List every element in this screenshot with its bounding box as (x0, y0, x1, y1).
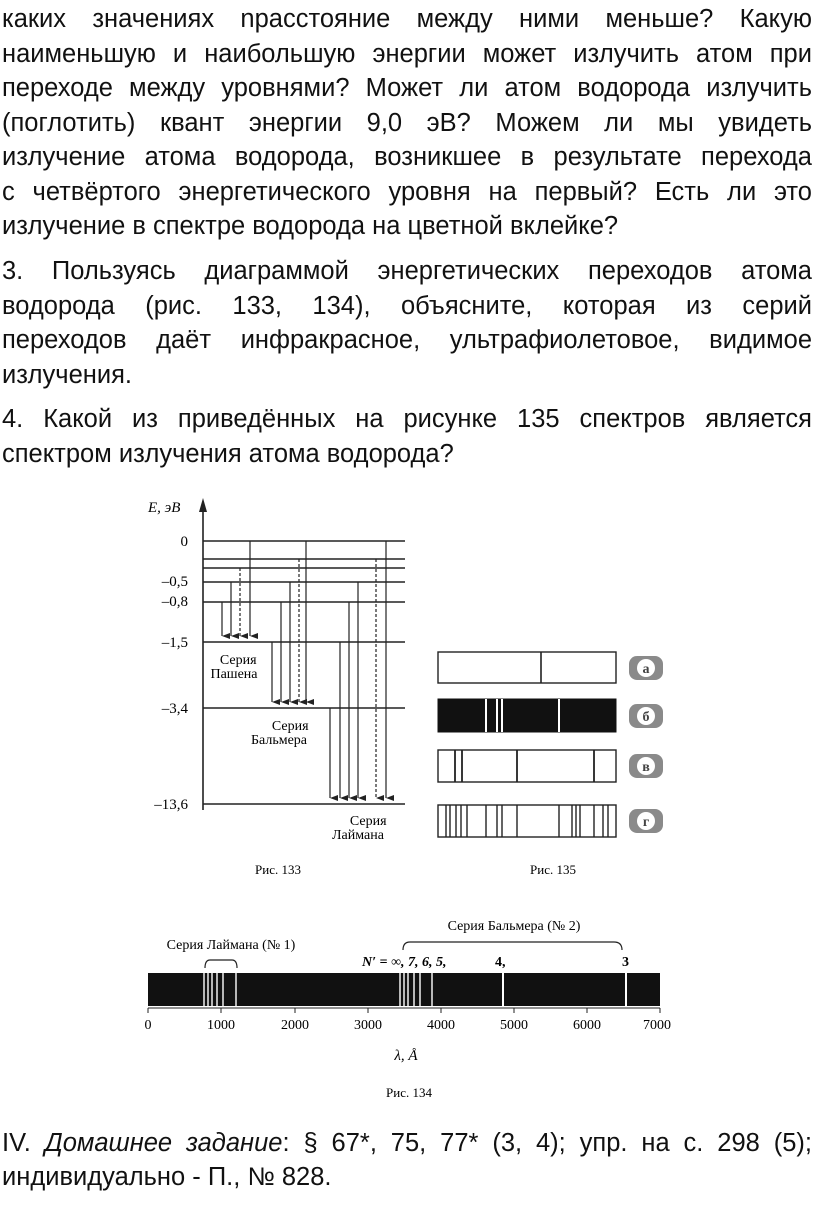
level-label-08: –0,8 (161, 594, 188, 610)
lyman-series-label: Серия Лаймана (№ 1) (166, 938, 296, 953)
svg-text:а: а (642, 662, 650, 677)
text-line: переходе между уровнями? Может ли атом водорода излучить (2, 74, 812, 102)
fig134-caption: Рис. 134 (386, 1085, 432, 1100)
n4-label: 4, (495, 955, 506, 970)
level-label-05: –0,5 (161, 574, 188, 590)
balmer-series-label: Серия Бальмера (№ 2) (447, 919, 581, 934)
tick-label: 1000 (207, 1018, 235, 1033)
paragraph-question-4 (2, 402, 812, 471)
axis-arrow-icon (199, 498, 207, 512)
homework-assignments: : § 67*, 75, 77* (3, 4); упр. на с. 298 (5); (282, 1129, 812, 1157)
text-line: водорода (рис. 133, 134), объясните, которая из серий (2, 291, 812, 320)
text-line: с четвёртого энергетического уровня на первый? Есть ли это (2, 177, 812, 206)
homework-line-2: индивидуально - П., № 828. (2, 1163, 332, 1191)
text-line: излучение атома водорода, возникшее в результате перехода (2, 143, 812, 171)
tick-label: 3000 (354, 1018, 382, 1033)
lyman-label: Серия Лаймана (332, 814, 387, 843)
hydrogen-spectrum-figure (145, 919, 672, 1100)
svg-text:б: б (642, 710, 650, 725)
axis-label: E, эВ (148, 500, 181, 516)
paragraph-question-3 (2, 254, 812, 392)
text-line: излучение в спектре водорода на цветной вклейке? (2, 212, 619, 240)
text-line: 4. Какой из приведённых на рисунке 135 спектров является (2, 405, 812, 433)
text-line: 3. Пользуясь диаграммой энергетических переходов атома (2, 257, 812, 285)
figures-area (0, 480, 816, 1120)
tick-label: 5000 (500, 1018, 528, 1033)
option-badge-a (629, 656, 663, 680)
level-label-15: –1,5 (161, 635, 188, 651)
paragraph-questions-2 (2, 2, 812, 244)
level-label-34: –3,4 (161, 701, 188, 717)
homework-line-1 (2, 1126, 812, 1160)
homework-title: Домашнее задание (44, 1129, 283, 1157)
text-line: спектром излучения атома водорода? (2, 439, 454, 468)
text-line: каких значениях nрасстояние между ними меньше? Какую (2, 5, 812, 33)
balmer-transitions (272, 541, 306, 702)
text-line: излучения. (2, 360, 132, 389)
text-line: (поглотить) квант энергии 9,0 эВ? Можем ли мы увидеть (2, 108, 812, 137)
tick-label: 0 (144, 1018, 152, 1033)
fig133-caption: Рис. 133 (255, 862, 301, 877)
level-label-0: 0 (180, 534, 188, 550)
homework-prefix: IV. (2, 1129, 31, 1157)
balmer-label: Серия Бальмера (250, 719, 309, 748)
option-badge-g (629, 809, 663, 833)
homework-block (2, 1126, 812, 1194)
option-badge-b (629, 704, 663, 728)
spectrum-b (438, 699, 616, 732)
n-series-values: N′ = ∞, 7, 6, 5, (362, 955, 447, 970)
paschen-transitions (222, 541, 250, 636)
tick-label: 2000 (281, 1018, 309, 1033)
svg-text:в: в (642, 760, 650, 775)
level-label-136: –13,6 (154, 797, 188, 813)
spectrum-a (438, 652, 616, 683)
text-line: наименьшую и наибольшую энергии может излучить атом при (2, 39, 812, 68)
spectrum-g (438, 805, 616, 837)
energy-level-diagram (147, 498, 405, 877)
svg-text:г: г (642, 815, 650, 830)
paschen-label: Серия Пашена (210, 653, 258, 682)
fig135-caption: Рис. 135 (530, 862, 576, 877)
balmer-brace (403, 942, 622, 950)
option-badge-v (629, 754, 663, 778)
tick-label: 4000 (427, 1018, 455, 1033)
spectra-options (438, 652, 663, 877)
spectrum-v (438, 750, 616, 782)
tick-label: 7000 (643, 1018, 671, 1033)
lyman-brace (205, 960, 237, 968)
tick-label: 6000 (573, 1018, 601, 1033)
n3-label: 3 (622, 955, 629, 970)
wavelength-axis-label: λ, Å (394, 1048, 418, 1064)
text-line: переходов даёт инфракрасное, ультрафиолетовое, видимое (2, 326, 812, 354)
lyman-transitions (330, 541, 386, 798)
